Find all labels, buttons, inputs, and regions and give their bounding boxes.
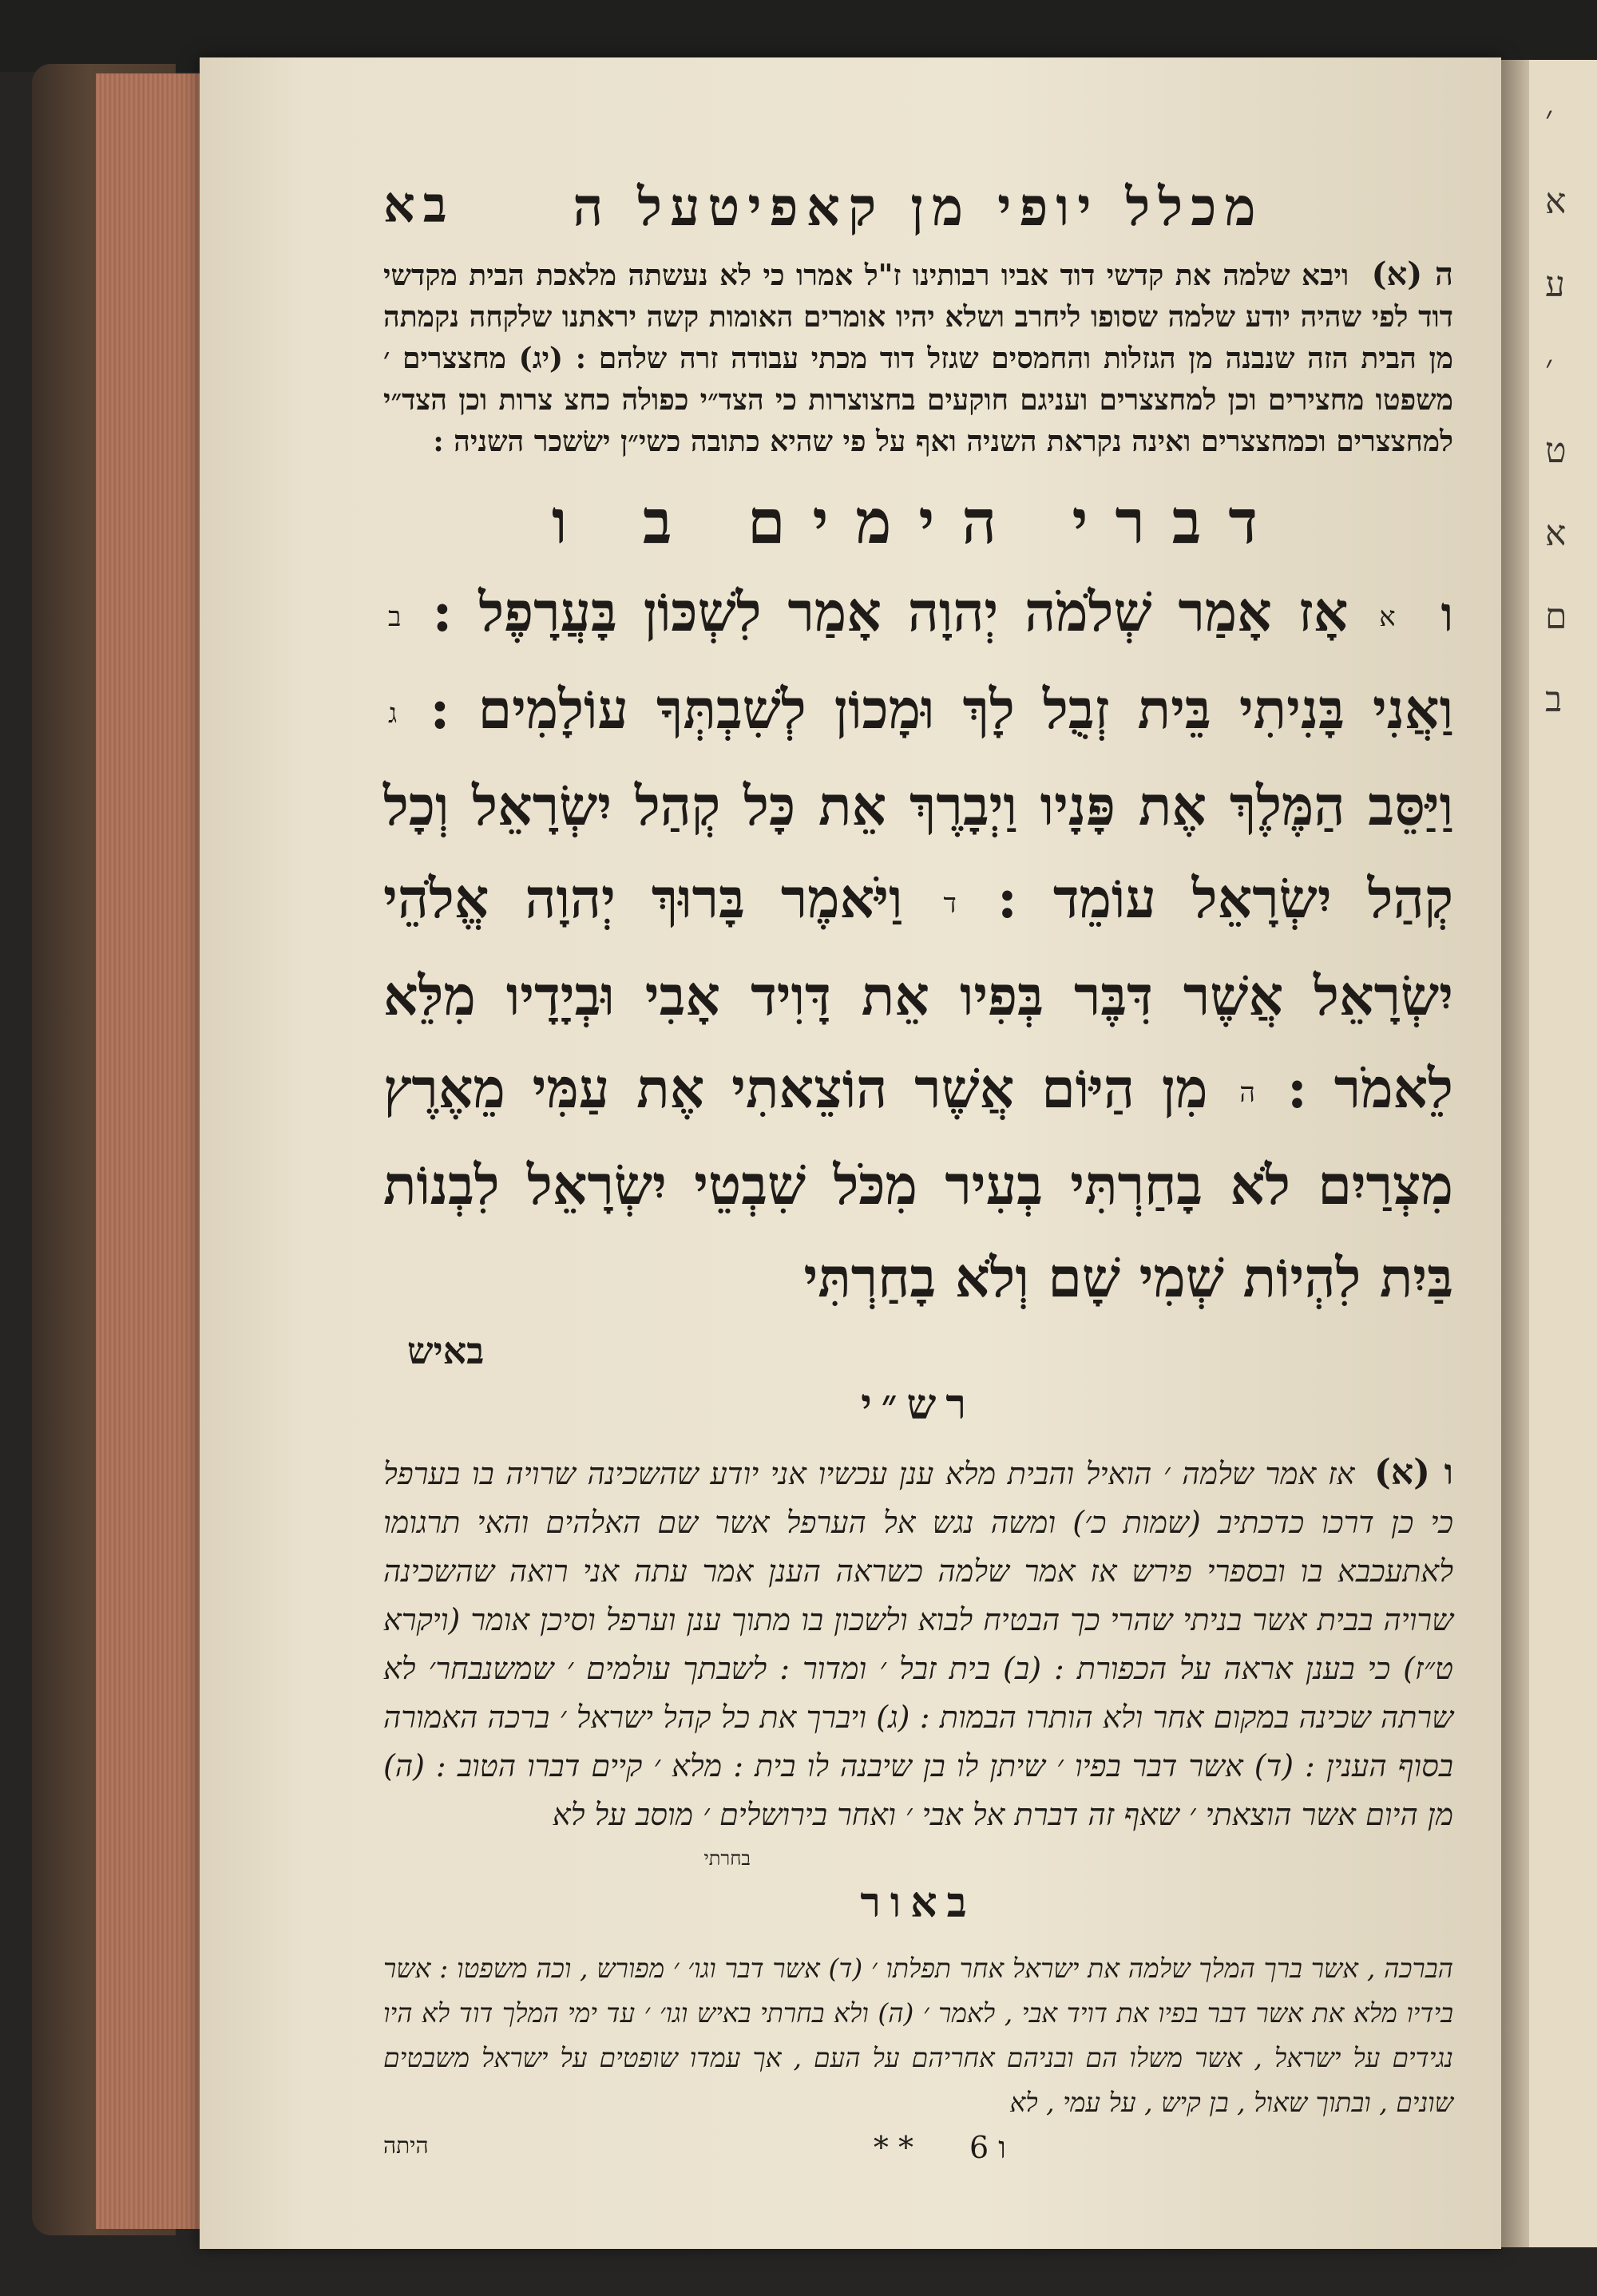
rashi-catchword: בחרתי bbox=[703, 1847, 751, 1870]
facing-page-fragment: ע bbox=[1545, 264, 1565, 305]
rashi-heading: רש״י bbox=[861, 1380, 976, 1429]
biur-text: הברכה , אשר ברך המלך שלמה את ישראל אחר תפלתו ׳ (ד) אשר דבר וגו׳ ׳ מפורש , וכה משפטו : אשר בידיו מלא את אשר דבר בפיו את דויד אבי , לאמר ׳ (ה) ולא בחרתי באיש וגו׳ ׳ עד ימי המלך דוד לא היו נגידים על ישראל , אשר משלו הם ובניהם אחריהם על העם , אך עמדו שופטים על ישראל משבטים שונים , ובתוך שאול , בן קיש , על עמי , לא bbox=[383, 1953, 1453, 2118]
commentary-text: ויבא שלמה את קדשי דוד אביו רבותינו ז"ל אמרו כי לא נעשתה מלאכת הבית מקדשי דוד לפי שהיה יודע שלמה שסופו ליחרב ושלא יהיו אומרים האומות קשה יראתנו שלקחה נקמתה מן הבית הזה שנבנה מן הגזלות והחמסים שגזל דוד מכתי עבודה זרה שלהם : (יג) מחצצרים ׳ משפטו מחצירים וכן למחצצרים ועניגם חוקעים בחצוצרות כי הצד״י כפולה כחצ צרות וכן הצד״י למחצצרים וכמחצצרים ואינה נקראת השניה ואף על פי שהיא כתובה כשי״ן ישׂשכר השניה : bbox=[383, 259, 1453, 458]
verse-text: וַיֹּאמֶר בָּרוּךְ יְהוָה אֱלֹהֵי יִשְׂרָאֵל אֲשֶׁר דִּבֶּר בְּפִיו אֵת דָּוִיד אָבִי וּבְיָדָיו מִלֵּא לֵאמֹר : bbox=[383, 867, 1453, 1121]
verse-text: אָז אָמַר שְׁלֹמֹה יְהוָה אָמַר לִשְׁכּוֹן בָּעֲרָפֶל : bbox=[432, 580, 1349, 644]
running-head-title: מכלל יופי מן קאפיטעל ה bbox=[573, 176, 1264, 238]
book-title: דברי הימים ב ו bbox=[552, 486, 1285, 557]
rashi-text: אז אמר שלמה ׳ הואיל והבית מלא ענן עכשיו אני יודע שהשכינה שרויה בו בערפל כי כן דרכו כדכתיב (שמות כ׳) ומשה נגש אל הערפל אשר שם האלהים והאי תרגומו לאתעכבא בו ובספרי פירש אז אמר שלמה כשראה הענן אמר עתה אני רואה שהשכינה שרויה בבית אשר בניתי שהרי כך הבטיח לבוא ולשכון בו מתוך ענן וערפל וסיכן אומר (ויקרא ט״ז) כי בענן אראה על הכפורת : (ב) בית זבל ׳ ומדור : לשבתך עולמים ׳ שמשנבחר׳ לא שרתה שכינה במקום אחר ולא הותרו הבמות : (ג) ויברך את כל קהל ישראל ׳ ברכה האמורה בסוף הענין : (ד) אשר דבר בפיו ׳ שיתן לו בן שיבנה לו בית : מלא ׳ קיים דברו הטוב : (ה) מן היום אשר הוצאתי ׳ שאף זה דברת אל אבי ׳ ואחר בירושלים ׳ מוסב על לא bbox=[383, 1456, 1453, 1832]
rashi-marker: ו (א) bbox=[1374, 1452, 1453, 1493]
facing-page-fragment: ט bbox=[1545, 430, 1567, 471]
scripture-catchword: באיש bbox=[407, 1329, 485, 1372]
facing-page-fragment: ם bbox=[1545, 596, 1567, 637]
facing-page-fragment: א bbox=[1545, 181, 1567, 222]
verse-number: ב bbox=[388, 600, 402, 633]
page-edges bbox=[96, 73, 208, 2229]
scripture-text bbox=[383, 566, 1453, 1324]
facing-page bbox=[1529, 60, 1597, 2247]
book-gutter bbox=[1501, 60, 1529, 2247]
biur-commentary bbox=[383, 1946, 1453, 2125]
verse-text: וַאֲנִי בָּנִיתִי בֵּית זְבֻל לָךְ וּמָכוֹן לְשִׁבְתְּךָ עוֹלָמִים : bbox=[430, 677, 1453, 742]
signature-mark: ו 6 bbox=[969, 2130, 1006, 2165]
page-content bbox=[383, 176, 1453, 2165]
running-head bbox=[383, 176, 1453, 239]
verse-number: ד bbox=[943, 887, 957, 920]
verse-number: א bbox=[1379, 600, 1396, 633]
commentary-marker: ה (א) bbox=[1371, 255, 1453, 293]
verse-number: ג bbox=[388, 698, 398, 730]
facing-page-fragment: ׳ bbox=[1545, 347, 1554, 388]
facing-page-fragment: ׳ bbox=[1545, 98, 1554, 139]
signature-stars: * * bbox=[873, 2130, 913, 2165]
folio-number: בא bbox=[383, 176, 455, 234]
verse-text: מִן הַיּוֹם אֲשֶׁר הוֹצֵאתִי אֶת עַמִּי מֵאֶרֶץ מִצְרַיִם לֹא בָחַרְתִּי בְעִיר מִכֹּל שִׁבְטֵי יִשְׂרָאֵל לִבְנוֹת בַּיִת לִהְיוֹת שְׁמִי שָׁם וְלֹא בָחַרְתִּי bbox=[383, 1056, 1453, 1310]
verse-text: וַיַּסֵּב הַמֶּלֶךְ אֶת פָּנָיו וַיְבָרֶךְ אֵת כָּל קְהַל יִשְׂרָאֵל וְכָל קְהַל יִשְׂרָאֵל עוֹמֵד : bbox=[383, 774, 1453, 931]
biur-catchword: היתה bbox=[383, 2132, 429, 2159]
facing-page-fragment: ב bbox=[1545, 679, 1563, 720]
chapter-number: ו bbox=[1440, 587, 1453, 643]
biur-heading: באור bbox=[860, 1878, 977, 1927]
commentary-top bbox=[383, 254, 1453, 462]
rashi-commentary bbox=[383, 1448, 1453, 1839]
facing-page-fragment: א bbox=[1545, 513, 1567, 554]
verse-number: ה bbox=[1239, 1077, 1255, 1109]
